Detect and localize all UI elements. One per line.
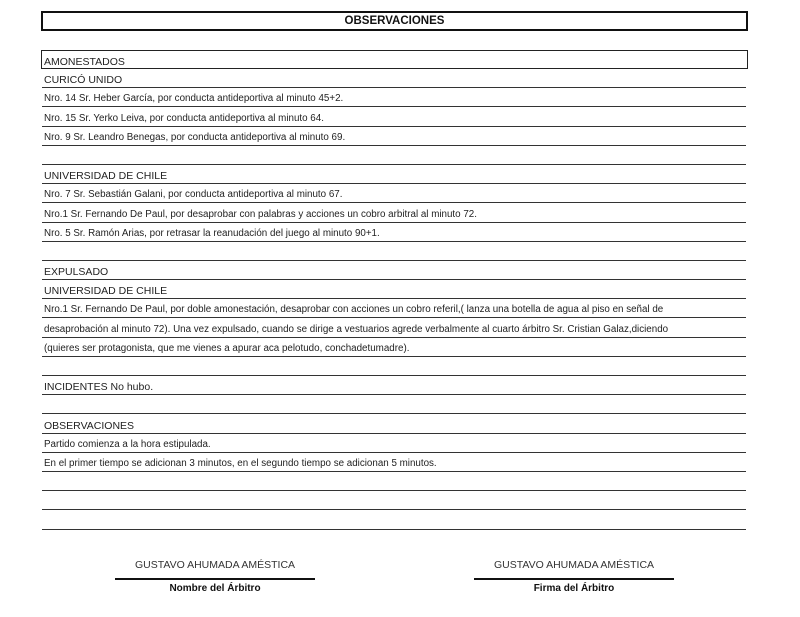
line-text: CURICÓ UNIDO: [44, 74, 123, 87]
line-text: Partido comienza a la hora estipulada.: [44, 438, 211, 450]
signature-line: [115, 578, 315, 580]
referee-signature-label: Firma del Árbitro: [533, 583, 615, 594]
line-text: Nro. 15 Sr. Yerko Leiva, por conducta antideportiva al minuto 64.: [44, 112, 324, 124]
line-text: (quieres ser protagonista, que me vienes a apurar aca pelotudo, conchadetumadre).: [44, 342, 410, 354]
line-text: UNIVERSIDAD DE CHILE: [44, 285, 168, 298]
line-text: EXPULSADO: [44, 266, 109, 279]
observation-line: [42, 88, 746, 107]
observation-line: [42, 318, 746, 337]
line-text: En el primer tiempo se adicionan 3 minutos, en el segundo tiempo se adicionan 5 minutos.: [44, 457, 437, 469]
section-heading-line: [42, 69, 746, 88]
signature-line: [474, 578, 674, 580]
observation-line: [42, 299, 746, 318]
section-heading-line: [42, 376, 746, 395]
amonestados-section-header: [41, 50, 748, 69]
referee-name-label: Nombre del Árbitro: [169, 583, 261, 594]
page-title: OBSERVACIONES: [41, 11, 748, 31]
referee-signature-block: [474, 558, 674, 594]
line-text: Nro. 5 Sr. Ramón Arias, por retrasar la reanudación del juego al minuto 90+1.: [44, 227, 380, 239]
observation-line: [42, 184, 746, 203]
line-text: OBSERVACIONES: [44, 419, 135, 432]
observation-line: [42, 242, 746, 261]
section-heading-line: [42, 165, 746, 184]
observation-line: [42, 127, 746, 146]
referee-name: GUSTAVO AHUMADA AMÉSTICA: [134, 559, 296, 571]
observation-line: [42, 395, 746, 414]
observation-line: [42, 146, 746, 165]
observation-line: [42, 107, 746, 126]
line-text: INCIDENTES No hubo.: [44, 381, 154, 394]
section-heading-line: [42, 280, 746, 299]
observation-line: [42, 472, 746, 491]
line-text: UNIVERSIDAD DE CHILE: [44, 170, 168, 183]
referee-signature-name: GUSTAVO AHUMADA AMÉSTICA: [493, 559, 655, 571]
amonestados-label: AMONESTADOS: [44, 56, 125, 68]
observation-line: [42, 491, 746, 510]
observation-line: [42, 357, 746, 376]
line-text: Nro.1 Sr. Fernando De Paul, por desaprobar con palabras y acciones un cobro arbitral al minuto 72.: [44, 208, 477, 220]
observation-line: [42, 223, 746, 242]
observation-lines: [42, 69, 746, 530]
section-heading-line: [42, 261, 746, 280]
line-text: Nro. 9 Sr. Leandro Benegas, por conducta antideportiva al minuto 69.: [44, 131, 346, 143]
line-text: Nro. 14 Sr. Heber García, por conducta antideportiva al minuto 45+2.: [44, 93, 344, 105]
line-text: Nro. 7 Sr. Sebastián Galani, por conducta antideportiva al minuto 67.: [44, 189, 343, 201]
observation-line: [42, 338, 746, 357]
referee-name-block: [115, 558, 315, 594]
line-text: desaprobación al minuto 72). Una vez expulsado, cuando se dirige a vestuarios agrede verbalmente al cuarto árbitro Sr. Cristian Galaz,diciendo: [44, 323, 669, 335]
observation-line: [42, 434, 746, 453]
observation-line: [42, 203, 746, 222]
section-heading-line: [42, 414, 746, 433]
line-text: Nro.1 Sr. Fernando De Paul, por doble amonestación, desaprobar con acciones un cobro referil,( lanza una botella de agua al piso en señal de: [44, 304, 664, 316]
observation-line: [42, 510, 746, 529]
observation-line: [42, 453, 746, 472]
